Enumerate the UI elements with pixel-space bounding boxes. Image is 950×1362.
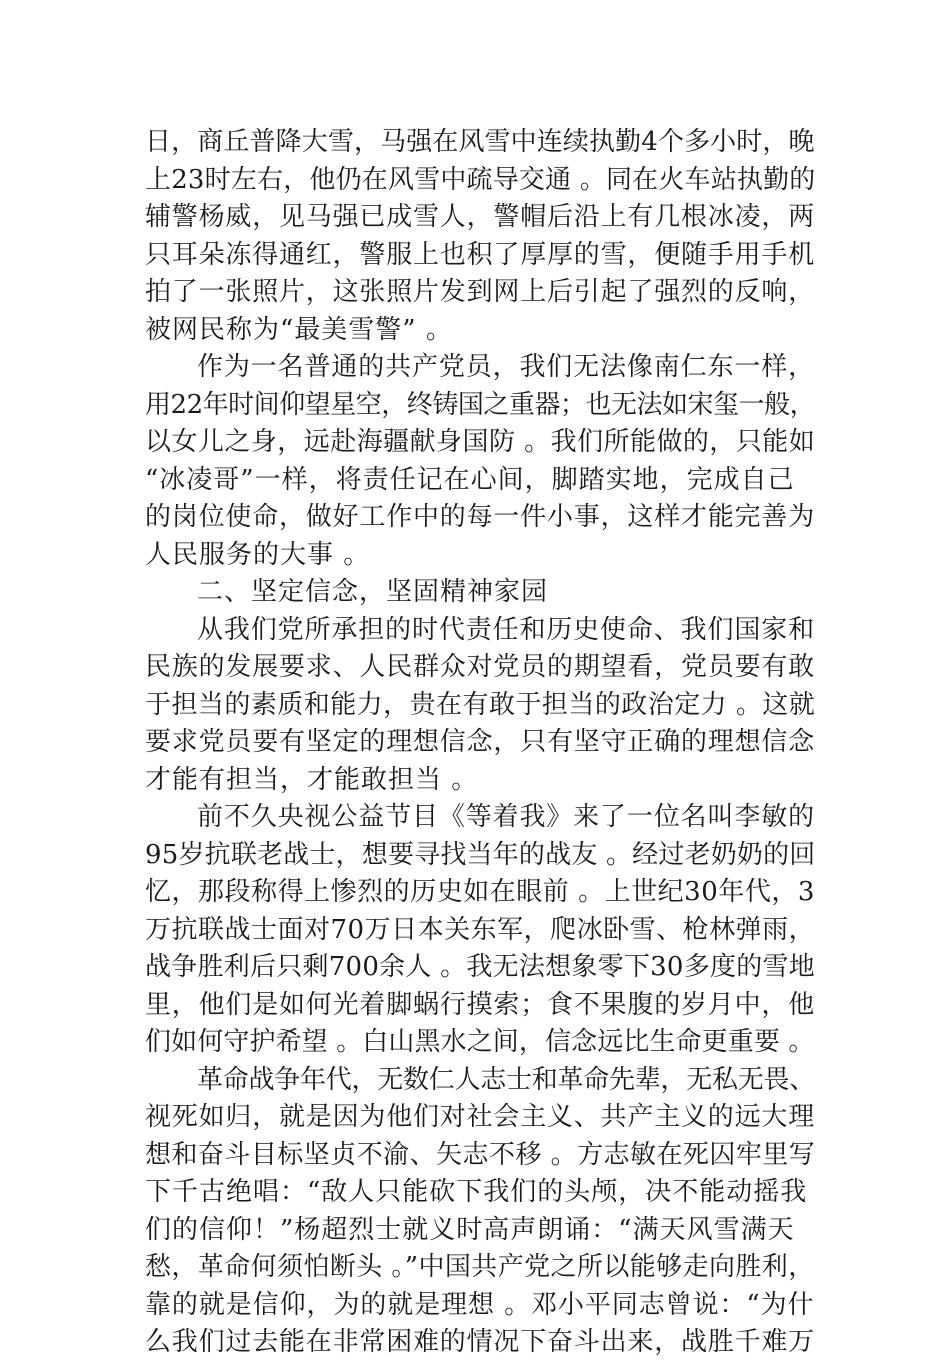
text-line: 用22年时间仰望星空，终铸国之重器；也无法如宋玺一般， (145, 389, 816, 420)
text-line: 们如何守护希望 。白山黑水之间，信念远比生命更重要 。 (145, 1027, 815, 1057)
text-line: 只耳朵冻得通红，警服上也积了厚厚的雪，便随手用手机 (145, 239, 816, 270)
text-line: 革命战争年代，无数仁人志士和革命先辈，无私无畏、 (197, 1064, 816, 1095)
text-line: 们的信仰！”杨超烈士就义时高声朗诵：“满天风雪满天 (145, 1214, 795, 1245)
text-line: 作为一名普通的共产党员，我们无法像南仁东一样， (197, 352, 816, 382)
document-body (145, 124, 815, 1362)
text-line: 才能有担当，才能敢担当 。 (145, 764, 479, 795)
text-line: 日，商丘普降大雪，马强在风雪中连续执勤4个多小时，晚 (145, 127, 815, 157)
text-line: 人民服务的大事 。 (145, 539, 371, 570)
text-line: 么我们过去能在非常困难的情况下奋斗出来，战胜千难万 (145, 1327, 816, 1357)
text-line: 万抗联战士面对70万日本关东军，爬冰卧雪、枪林弹雨， (145, 914, 816, 945)
text-line: 民族的发展要求、人民群众对党员的期望看，党员要有敢 (145, 652, 816, 682)
text-line: 忆，那段称得上惨烈的历史如在眼前 。上世纪30年代，3 (145, 877, 815, 907)
text-line: 想和奋斗目标坚贞不渝、矢志不移 。方志敏在死囚牢里写 (145, 1139, 816, 1170)
text-line: 95岁抗联老战士，想要寻找当年的战友 。经过老奶奶的回 (145, 839, 816, 870)
text-line: “冰凌哥”一样，将责任记在心间，脚踏实地，完成自己 (145, 464, 795, 495)
text-line: 要求党员要有坚定的理想信念，只有坚守正确的理想信念 (145, 727, 816, 757)
text-line: 被网民称为“最美雪警” 。 (145, 314, 453, 345)
text-line: 下千古绝唱：“敌人只能砍下我们的头颅，决不能动摇我 (145, 1177, 808, 1207)
text-line: 于担当的素质和能力，贵在有敢于担当的政治定力 。这就 (145, 689, 816, 720)
text-line: 以女儿之身，远赴海疆献身国防 。我们所能做的，只能如 (145, 427, 816, 457)
text-line: 拍了一张照片，这张照片发到网上后引起了强烈的反响， (145, 277, 816, 307)
text-line: 愁，革命何须怕断头 。”中国共产党之所以能够走向胜利， (145, 1252, 815, 1282)
text-line: 里，他们是如何光着脚蜗行摸索；食不果腹的岁月中，他 (145, 989, 816, 1020)
text-line: 上23时左右，他仍在风雪中疏导交通 。同在火车站执勤的 (145, 164, 816, 195)
text-line: 从我们党所承担的时代责任和历史使命、我们国家和 (197, 614, 816, 645)
text-line: 战争胜利后只剩700余人 。我无法想象零下30多度的雪地 (145, 952, 815, 982)
text-line: 辅警杨威，见马强已成雪人，警帽后沿上有几根冰凌，两 (145, 202, 816, 232)
text-line: 前不久央视公益节目《等着我》来了一位名叫李敏的 (197, 802, 816, 832)
text-line: 的岗位使命，做好工作中的每一件小事，这样才能完善为 (145, 502, 816, 532)
text-line: 靠的就是信仰，为的就是理想 。邓小平同志曾说：“为什 (145, 1289, 815, 1320)
text-line: 视死如归，就是因为他们对社会主义、共产主义的远大理 (145, 1102, 816, 1132)
text-line: 二、坚定信念，坚固精神家园 (197, 577, 549, 607)
